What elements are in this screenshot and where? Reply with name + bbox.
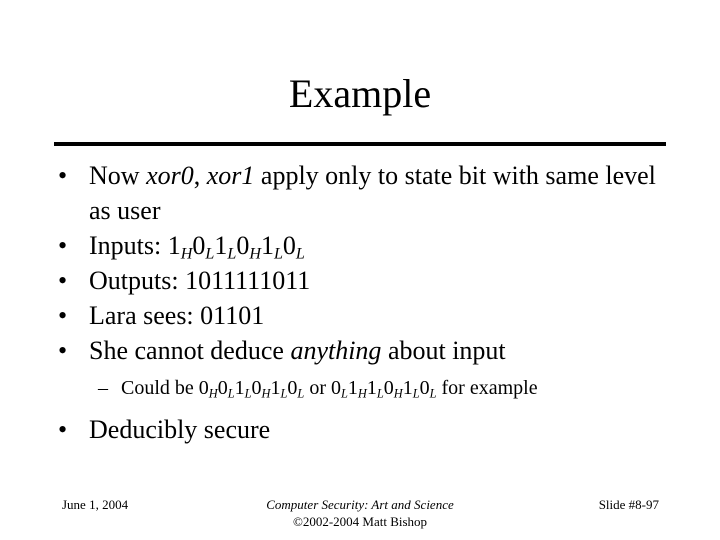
bullet-item <box>58 158 678 228</box>
bullet-list <box>58 158 678 447</box>
bit-digit: 0 <box>330 377 341 399</box>
bullet-text: Now <box>89 161 147 190</box>
bit-digit: 1 <box>234 377 245 399</box>
level-subscript: L <box>412 386 420 401</box>
bit-digit: 1 <box>260 231 274 260</box>
bit-digit: 0 <box>236 231 250 260</box>
term-xor1: xor1 <box>206 161 255 190</box>
term-xor0: xor0 <box>146 161 194 190</box>
lara-sees-text: Lara sees: 01101 <box>89 301 265 330</box>
level-subscript: H <box>249 245 261 263</box>
level-subscript: L <box>205 245 215 263</box>
bit-digit: 0 <box>282 231 296 260</box>
bullet-item-inputs <box>58 228 678 263</box>
bullet-text: about input <box>381 336 506 365</box>
level-subscript: L <box>273 245 283 263</box>
sub-text: or <box>304 377 331 399</box>
slide-number: Slide #8-97 <box>598 497 659 512</box>
sub-bullet-item <box>58 374 678 402</box>
footer-course <box>210 496 510 530</box>
copyright: ©2002-2004 Matt Bishop <box>292 514 428 529</box>
level-subscript: H <box>357 386 367 401</box>
bit-digit: 1 <box>366 377 377 399</box>
bullet-item-lara <box>58 298 678 333</box>
bullet-item-secure <box>58 412 678 447</box>
sub-bullet-marker: – <box>98 377 108 399</box>
example-sequence-1 <box>199 377 305 399</box>
bit-digit: 0 <box>198 377 209 399</box>
inputs-label: Inputs: <box>89 231 168 260</box>
deducibly-secure-text: Deducibly secure <box>89 415 271 444</box>
bit-digit: 0 <box>217 377 228 399</box>
outputs-text: Outputs: 1011111011 <box>89 266 311 295</box>
emphasis-anything: anything <box>290 336 382 365</box>
level-subscript: H <box>208 386 218 401</box>
bullet-marker: • <box>58 161 68 190</box>
footer-date: June 1, 2004 <box>62 497 129 512</box>
title-divider <box>54 142 666 146</box>
bullet-marker: • <box>58 415 68 444</box>
level-subscript: L <box>295 245 305 263</box>
level-subscript: H <box>261 386 271 401</box>
bit-digit: 0 <box>287 377 298 399</box>
bit-digit: 0 <box>383 377 394 399</box>
bullet-item-deduce <box>58 333 678 368</box>
bit-digit: 0 <box>419 377 430 399</box>
bit-digit: 1 <box>270 377 281 399</box>
level-subscript: L <box>244 386 252 401</box>
bullet-text: , <box>193 161 207 190</box>
level-subscript: L <box>280 386 288 401</box>
bullet-item-outputs <box>58 263 678 298</box>
level-subscript: L <box>429 386 437 401</box>
course-title: Computer Security: Art and Science <box>266 497 454 512</box>
example-sequence-2 <box>331 377 437 399</box>
sub-text: Could be <box>121 377 199 399</box>
level-subscript: L <box>227 245 237 263</box>
level-subscript: L <box>340 386 348 401</box>
level-subscript: H <box>180 245 193 263</box>
bit-digit: 1 <box>167 231 181 260</box>
bit-digit: 0 <box>251 377 262 399</box>
bullet-marker: • <box>58 266 68 295</box>
slide-title: Example <box>288 71 432 116</box>
level-subscript: L <box>376 386 384 401</box>
bit-digit: 1 <box>214 231 228 260</box>
bullet-marker: • <box>58 231 68 260</box>
bit-digit: 0 <box>192 231 206 260</box>
bullet-text: She cannot deduce <box>89 336 291 365</box>
bit-digit: 1 <box>402 377 413 399</box>
level-subscript: L <box>297 386 305 401</box>
sub-text: for example <box>436 377 538 399</box>
level-subscript: H <box>393 386 403 401</box>
bullet-text: apply only to state bit with same level as user <box>89 161 656 225</box>
bullet-marker: • <box>58 336 68 365</box>
bullet-marker: • <box>58 301 68 330</box>
inputs-sequence <box>167 231 305 263</box>
bit-digit: 1 <box>347 377 358 399</box>
level-subscript: L <box>227 386 235 401</box>
